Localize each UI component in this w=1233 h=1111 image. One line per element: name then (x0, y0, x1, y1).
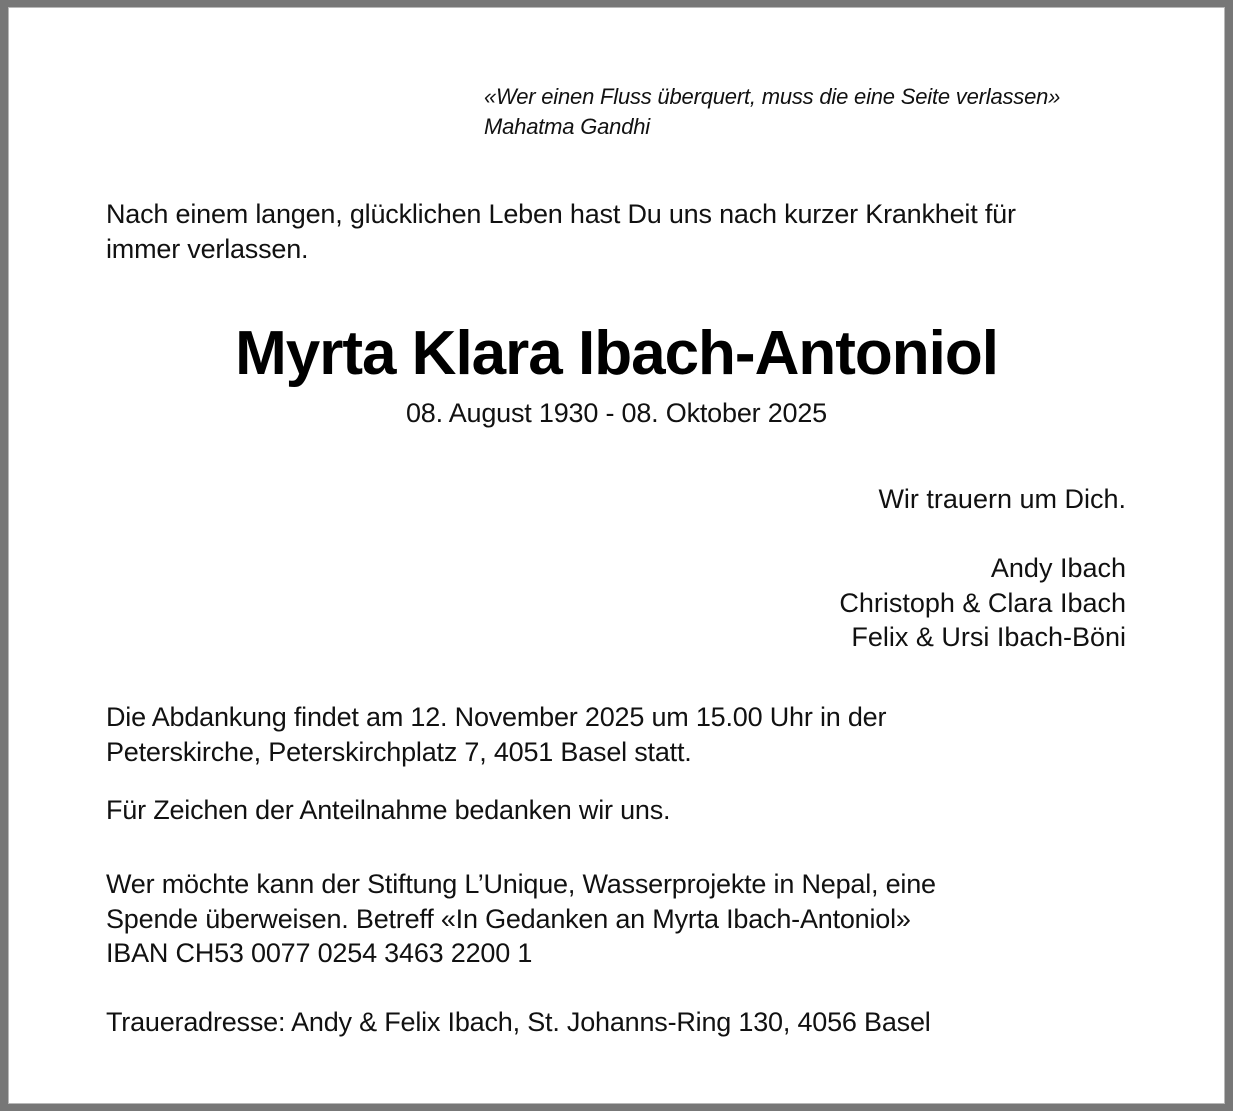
signers-list (839, 551, 1126, 655)
quote-text: «Wer einen Fluss überquert, muss die eine Seite verlassen» (484, 84, 1061, 109)
signer-name: Christoph & Clara Ibach (839, 587, 1126, 618)
intro-line-2: immer verlassen. (106, 234, 309, 264)
ceremony-info (106, 700, 886, 769)
address-line: Traueradresse: Andy & Felix Ibach, St. Johanns-Ring 130, 4056 Basel (106, 1007, 931, 1037)
life-dates: 08. August 1930 - 08. Oktober 2025 (405, 398, 827, 428)
ceremony-line-1: Die Abdankung findet am 12. November 2025 um 15.00 Uhr in der (106, 702, 887, 732)
epigraph-quote (484, 82, 1060, 142)
thanks-line: Für Zeichen der Anteilnahme bedanken wir uns. (106, 795, 671, 825)
iban-line: IBAN CH53 0077 0254 3463 2200 1 (106, 938, 533, 968)
quote-author: Mahatma Gandhi (484, 114, 650, 139)
deceased-name: Myrta Klara Ibach-Antoniol (235, 319, 998, 388)
ceremony-line-2: Peterskirche, Peterskirchplatz 7, 4051 Basel statt. (106, 736, 692, 767)
mourning-statement: Wir trauern um Dich. (878, 484, 1126, 514)
donation-line-2: Spende überweisen. Betreff «In Gedanken an Myrta Ibach-Antoniol» (106, 903, 911, 934)
thanks-text (106, 793, 670, 828)
signer-name: Andy Ibach (990, 553, 1126, 583)
signer-name: Felix & Ursi Ibach-Böni (851, 622, 1126, 652)
intro-line-1: Nach einem langen, glücklichen Leben hast Du uns nach kurzer Krankheit für (106, 199, 1016, 229)
intro-text (106, 197, 1131, 267)
donation-info (106, 867, 936, 971)
mourning-address (106, 1005, 931, 1040)
donation-line-1: Wer möchte kann der Stiftung L’Unique, Wasserprojekte in Nepal, eine (106, 869, 936, 899)
